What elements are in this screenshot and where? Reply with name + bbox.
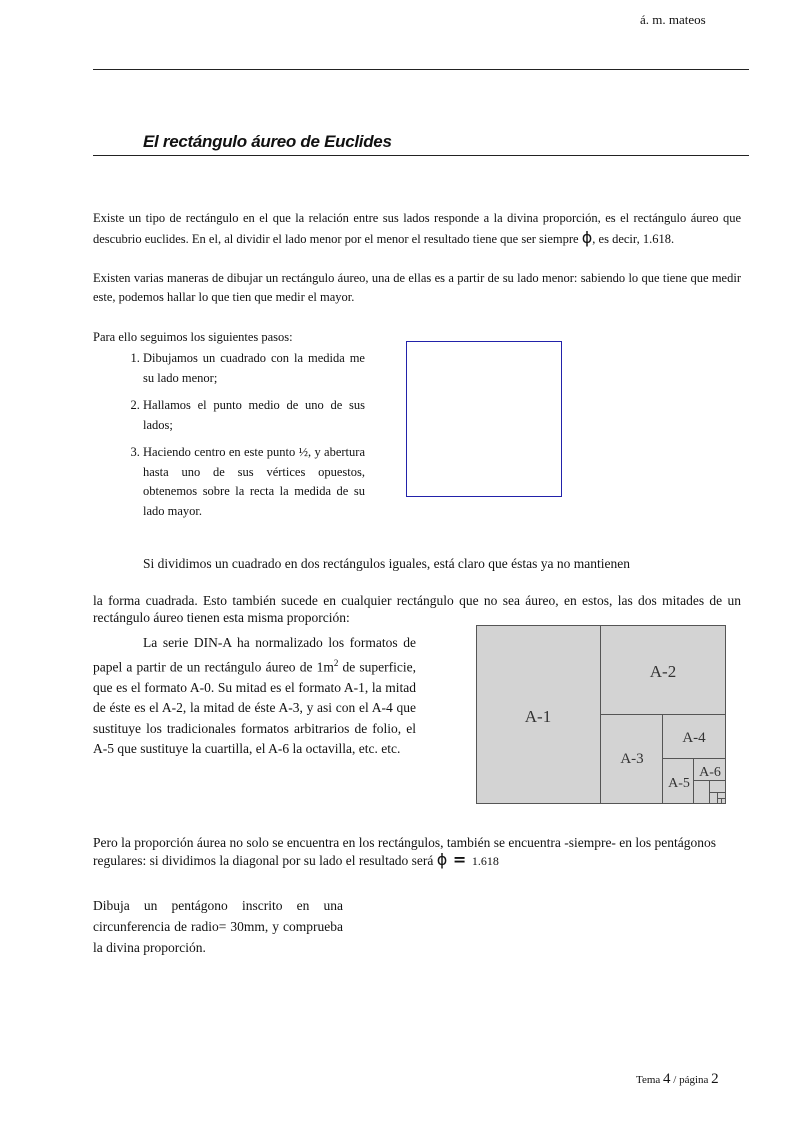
label-a4: A-4 [682, 730, 706, 746]
divide-line-2: la forma cuadrada. Esto también sucede en cualquier rectángulo que no sea áureo, en estos, las dos mitades de un rectángulo áureo tienen esta misma proporción: [93, 593, 741, 625]
title-rule [93, 155, 749, 156]
footer-page-number: 2 [711, 1071, 719, 1087]
header-rule [93, 69, 749, 70]
footer-tema-number: 4 [663, 1071, 671, 1087]
page-title: El rectángulo áureo de Euclides [143, 132, 392, 151]
footer-tema-label: Tema [636, 1074, 664, 1086]
din-a-diagram [476, 625, 726, 805]
task-paragraph: Dibuja un pentágono inscrito en una circunferencia de radio= 30mm, y comprueba la divina proporción. [93, 898, 343, 955]
phi-symbol: ϕ [581, 228, 593, 247]
label-a1: A-1 [524, 707, 552, 726]
din-text-a: La serie DIN-A ha normalizado los formatos de papel a partir de un rectángulo áureo de 1m [93, 635, 416, 675]
author-name: á. m. mateos [640, 12, 706, 27]
intro-paragraph-1 [93, 209, 741, 249]
din-paragraph [93, 633, 416, 759]
step-item: 1. Dibujamos un cuadrado con la medida me su lado menor; [143, 349, 365, 388]
footer-page-label: / página [670, 1074, 712, 1086]
label-a3: A-3 [620, 751, 644, 767]
din-superscript: 2 [333, 658, 339, 669]
label-a6: A-6 [699, 765, 721, 780]
footer [636, 1071, 719, 1088]
intro-text-b: , es decir, 1.618. [592, 232, 675, 246]
divide-line-1: Si dividimos un cuadrado en dos rectángulos iguales, está claro que éstas ya no mantienen [143, 556, 630, 571]
steps-intro: Para ello seguimos los siguientes pasos: [93, 330, 293, 344]
label-a2: A-2 [649, 662, 677, 681]
phi-value: 1.618 [471, 854, 499, 868]
steps-list [93, 349, 365, 529]
step-item: 3. Haciendo centro en este punto ½, y abertura hasta uno de sus vértices opuestos, obtenemos sobre la recta la medida de su lado mayor. [143, 443, 365, 521]
phi-symbol: ϕ [436, 850, 448, 869]
pentagon-text: Pero la proporción áurea no solo se encuentra en los rectángulos, también se encuentra -siempre- en los pentágonos regulares: si dividimos la diagonal por su lado el resultado será [93, 835, 717, 868]
step-item: 2. Hallamos el punto medio de uno de sus lados; [143, 396, 365, 435]
label-a5: A-5 [668, 776, 690, 791]
intro-text-a: Existe un tipo de rectángulo en el que la relación entre sus lados responde a la divina proporción, es el rectángulo áureo que descubrio euclides. En el, al dividir el lado menor por el menor el resultado tiene que ser siempre [93, 211, 741, 246]
square-figure [406, 341, 562, 497]
pentagon-paragraph [93, 834, 741, 870]
equals-sign: = [447, 850, 472, 869]
intro-paragraph-2: Existen varias maneras de dibujar un rectángulo áureo, una de ellas es a partir de su lado menor: sabiendo lo que tiene que medir este, podemos hallar lo que tien que medir el mayor. [93, 271, 741, 304]
din-text-b: de superficie, que es el formato A-0. Su mitad es el formato A-1, la mitad de éste es el A-2, la mitad de éste A-3, y asi con el A-4 que sustituye los tradicionales formatos arbitrarios de folio, el A-5 que sustituye la cuartilla, el A-6 la octavilla, etc. etc. [93, 659, 416, 756]
